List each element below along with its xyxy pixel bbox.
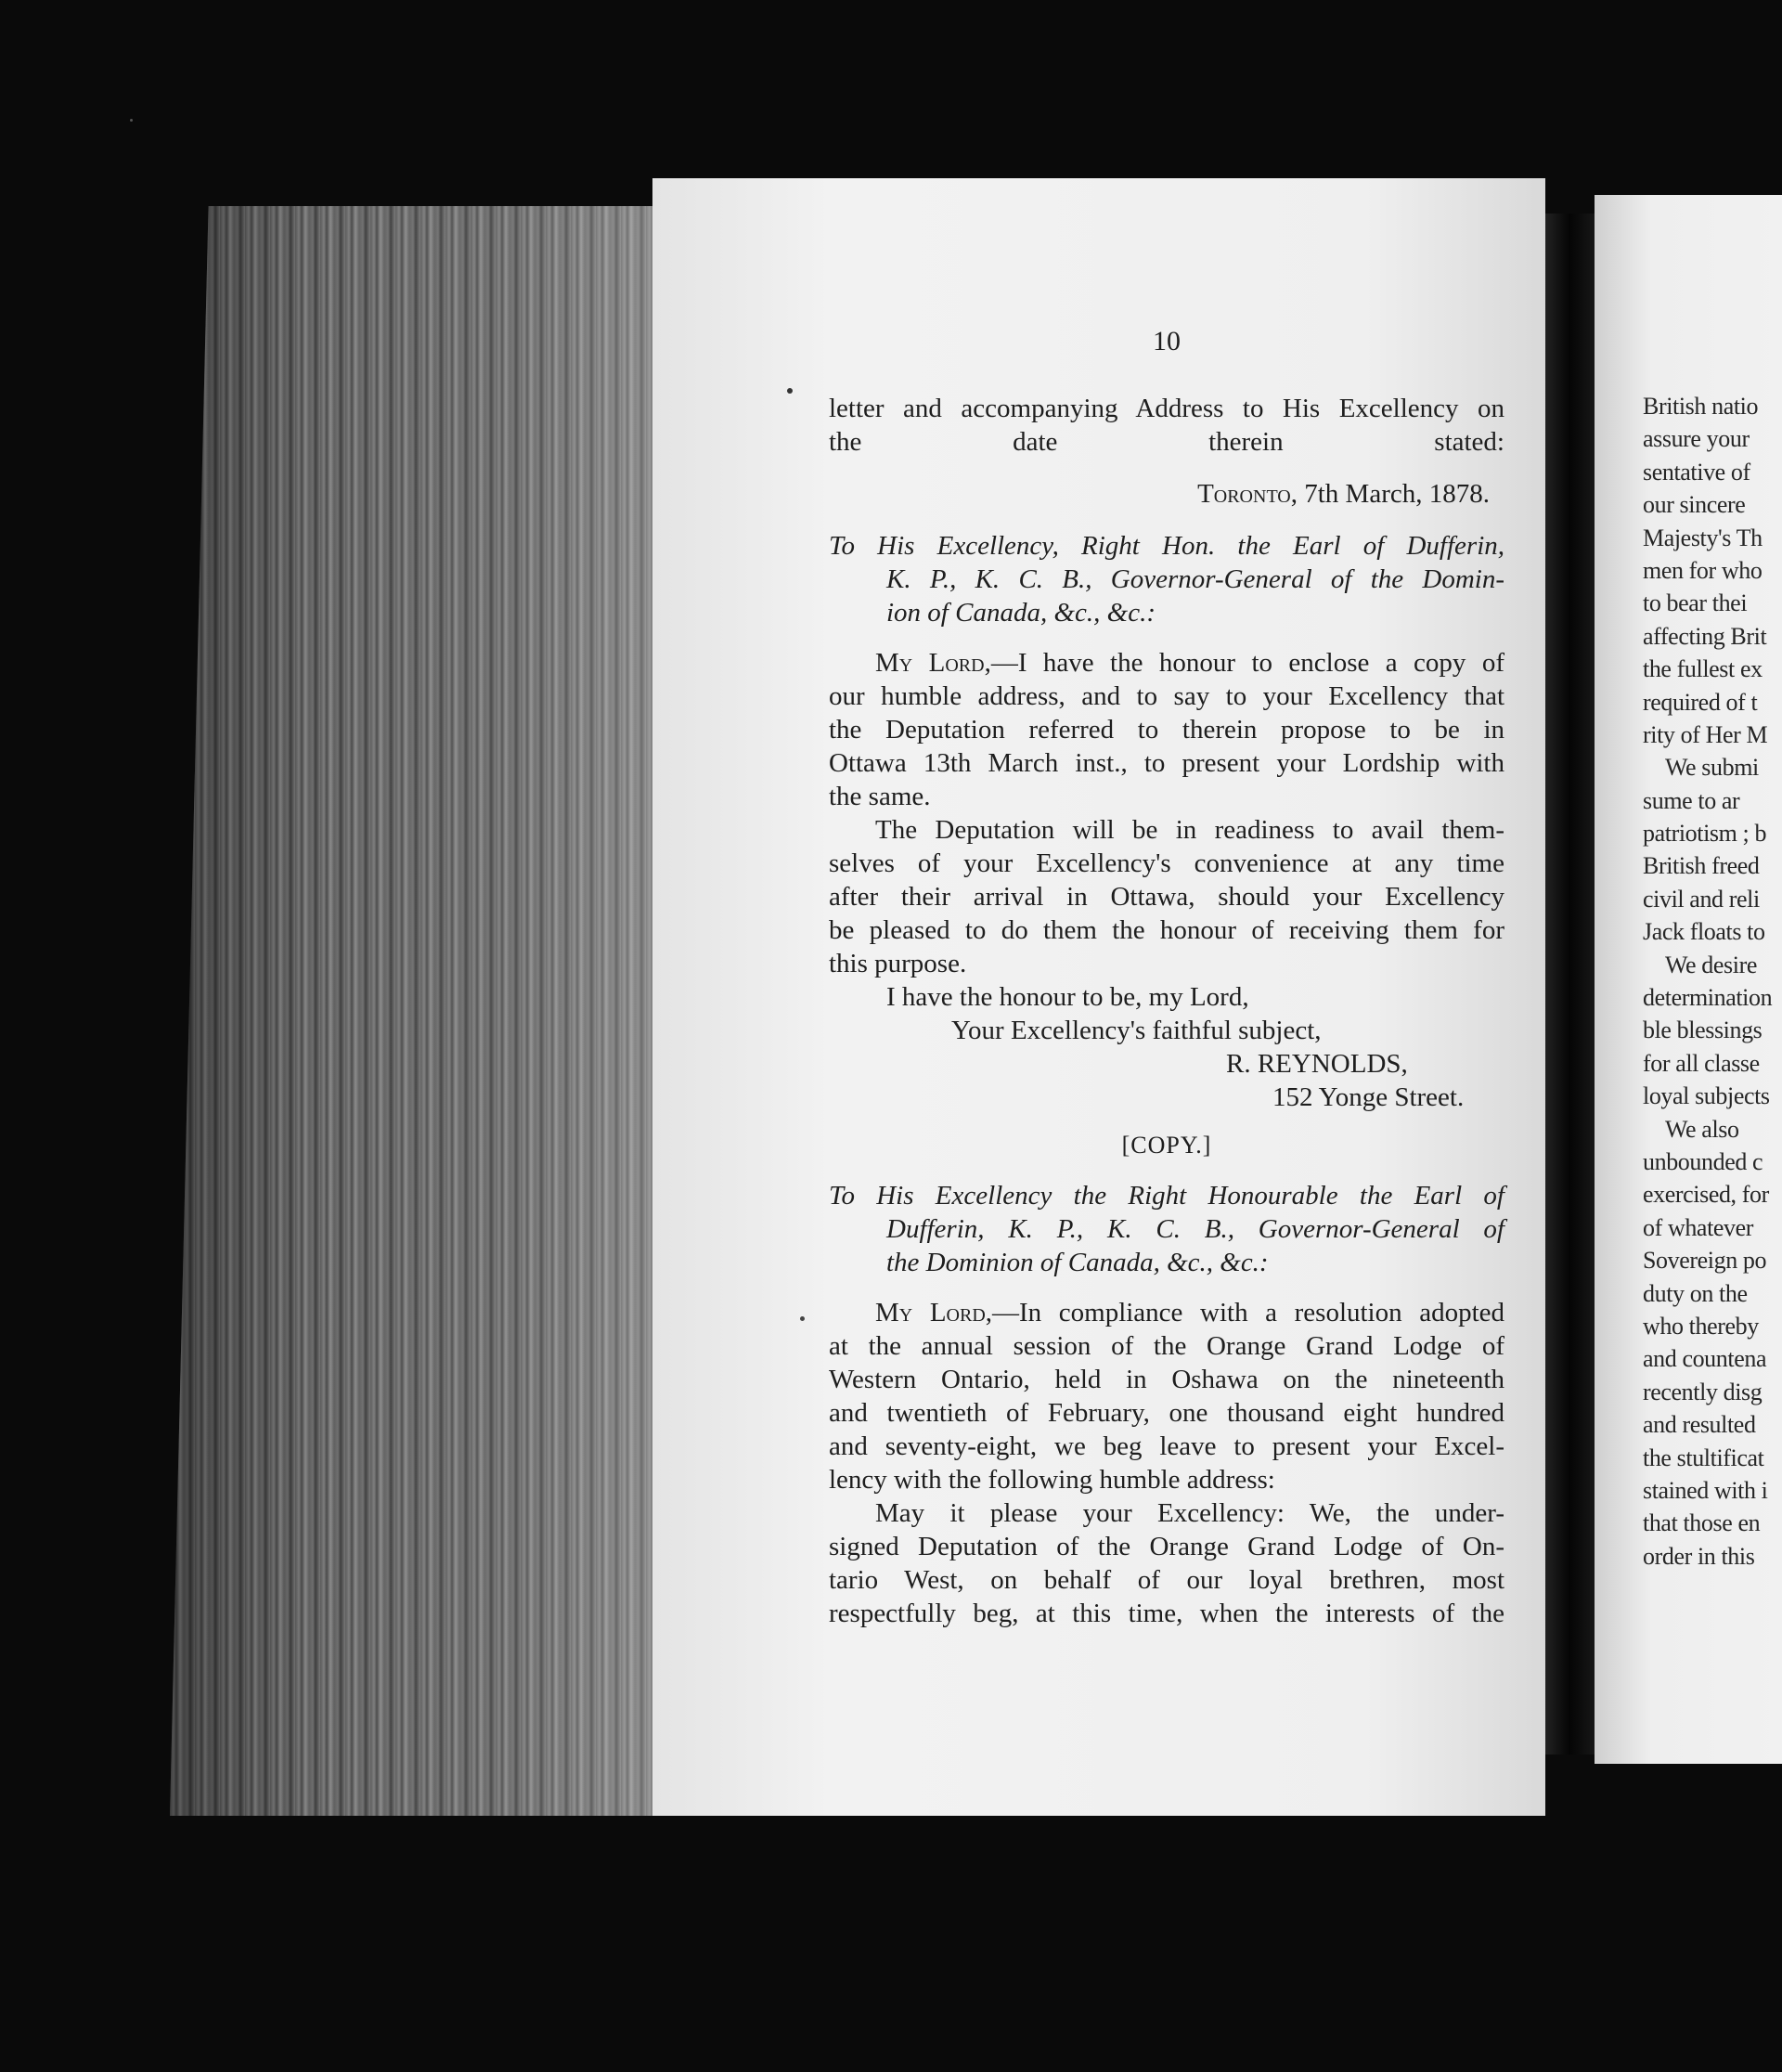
facing-text-line: determination bbox=[1643, 984, 1773, 1012]
text-line: Toronto, 7th March, 1878. bbox=[1197, 479, 1490, 509]
text-line: the Dominion of Canada, &c., &c.: bbox=[886, 1248, 1269, 1277]
facing-text-line: duty on the bbox=[1643, 1279, 1748, 1307]
text-line: letter and accompanying Address to His Excellency on bbox=[829, 394, 1504, 423]
text-line: [COPY.] bbox=[1121, 1132, 1212, 1159]
facing-text-line: the stultificat bbox=[1643, 1444, 1764, 1471]
facing-page bbox=[1595, 195, 1782, 1764]
facing-text-line: Sovereign po bbox=[1643, 1247, 1767, 1275]
facing-text-line: sume to ar bbox=[1643, 786, 1740, 814]
facing-text-line: affecting Brit bbox=[1643, 622, 1767, 650]
text-line: selves of your Excellency's convenience at any time bbox=[829, 848, 1504, 878]
text-line: My Lord,—In compliance with a resolution adopted bbox=[875, 1298, 1505, 1327]
text-line: the date therein stated: bbox=[829, 427, 1504, 457]
text-line: I have the honour to be, my Lord, bbox=[886, 982, 1249, 1012]
text-line: tario West, on behalf of our loyal brethren, most bbox=[829, 1565, 1504, 1595]
facing-text-line: ble blessings bbox=[1643, 1017, 1763, 1044]
facing-text-line: We desire bbox=[1665, 951, 1757, 978]
text-line: respectfully beg, at this time, when the interests of the bbox=[829, 1599, 1504, 1628]
text-line: May it please your Excellency: We, the under- bbox=[875, 1498, 1504, 1528]
text-line: Ottawa 13th March inst., to present your Lordship with bbox=[829, 748, 1504, 778]
text-line: our humble address, and to say to your Excellency that bbox=[829, 681, 1504, 711]
text-line: Western Ontario, held in Oshawa on the nineteenth bbox=[829, 1365, 1504, 1394]
text-line: lency with the following humble address: bbox=[829, 1465, 1275, 1495]
facing-text-line: rity of Her M bbox=[1643, 720, 1768, 748]
facing-text-line: order in this bbox=[1643, 1542, 1755, 1570]
facing-text-line: We also bbox=[1665, 1115, 1739, 1143]
facing-text-line: We submi bbox=[1665, 754, 1759, 782]
text-line: and twentieth of February, one thousand eight hundred bbox=[829, 1398, 1504, 1428]
scan-speck bbox=[130, 119, 133, 122]
page-edge-stack bbox=[170, 206, 652, 1816]
facing-text-line: men for who bbox=[1643, 556, 1763, 584]
text-line: Dufferin, K. P., K. C. B., Governor-General of bbox=[886, 1214, 1504, 1244]
facing-text-line: and resulted bbox=[1643, 1411, 1756, 1439]
facing-text-line: exercised, for bbox=[1643, 1181, 1769, 1209]
text-line: and seventy-eight, we beg leave to present your Excel- bbox=[829, 1431, 1504, 1461]
text-line: To His Excellency, Right Hon. the Earl of Dufferin, bbox=[829, 531, 1504, 561]
book-gutter bbox=[1545, 214, 1599, 1755]
facing-page-text bbox=[1643, 390, 1782, 1573]
facing-text-line: stained with i bbox=[1643, 1476, 1768, 1504]
facing-text-line: sentative of bbox=[1643, 458, 1750, 486]
text-line: signed Deputation of the Orange Grand Lodge of On- bbox=[829, 1532, 1504, 1561]
text-line: ion of Canada, &c., &c.: bbox=[886, 598, 1156, 628]
text-line: the Deputation referred to therein propose to be in bbox=[829, 715, 1504, 745]
text-line: The Deputation will be in readiness to avail them- bbox=[875, 815, 1504, 845]
facing-text-line: assure your bbox=[1643, 425, 1750, 453]
facing-text-line: Jack floats to bbox=[1643, 918, 1765, 946]
text-line: be pleased to do them the honour of receiving them for bbox=[829, 915, 1504, 945]
text-line: R. REYNOLDS, bbox=[1226, 1049, 1408, 1079]
scan-speck bbox=[787, 388, 793, 394]
facing-text-line: civil and reli bbox=[1643, 885, 1760, 913]
text-line: My Lord,—I have the honour to enclose a copy of bbox=[875, 648, 1504, 678]
scan-speck bbox=[800, 1316, 805, 1321]
text-line: the same. bbox=[829, 782, 931, 811]
text-line: 152 Yonge Street. bbox=[1272, 1082, 1465, 1112]
facing-text-line: that those en bbox=[1643, 1509, 1761, 1537]
facing-text-line: and countena bbox=[1643, 1345, 1767, 1373]
facing-text-line: unbounded c bbox=[1643, 1147, 1763, 1175]
page-number: 10 bbox=[1153, 326, 1181, 356]
facing-text-line: patriotism ; b bbox=[1643, 820, 1767, 848]
text-line: To His Excellency the Right Honourable the Earl of bbox=[829, 1181, 1504, 1211]
facing-text-line: who thereby bbox=[1643, 1312, 1759, 1340]
facing-text-line: British freed bbox=[1643, 852, 1760, 880]
text-line: K. P., K. C. B., Governor-General of the Domin- bbox=[886, 564, 1504, 594]
facing-text-line: the fullest ex bbox=[1643, 655, 1763, 683]
text-line: after their arrival in Ottawa, should your Excellency bbox=[829, 882, 1504, 912]
text-line: Your Excellency's faithful subject, bbox=[951, 1016, 1322, 1045]
facing-text-line: our sincere bbox=[1643, 491, 1746, 519]
facing-text-line: loyal subjects bbox=[1643, 1082, 1770, 1110]
facing-text-line: to bear thei bbox=[1643, 589, 1748, 617]
facing-text-line: for all classe bbox=[1643, 1049, 1760, 1077]
text-line: at the annual session of the Orange Grand Lodge of bbox=[829, 1331, 1504, 1361]
facing-text-line: Majesty's Th bbox=[1643, 524, 1763, 551]
facing-text-line: required of t bbox=[1643, 688, 1758, 716]
facing-text-line: British natio bbox=[1643, 393, 1759, 420]
text-line: this purpose. bbox=[829, 949, 967, 978]
facing-text-line: of whatever bbox=[1643, 1213, 1754, 1241]
facing-text-line: recently disg bbox=[1643, 1378, 1763, 1405]
